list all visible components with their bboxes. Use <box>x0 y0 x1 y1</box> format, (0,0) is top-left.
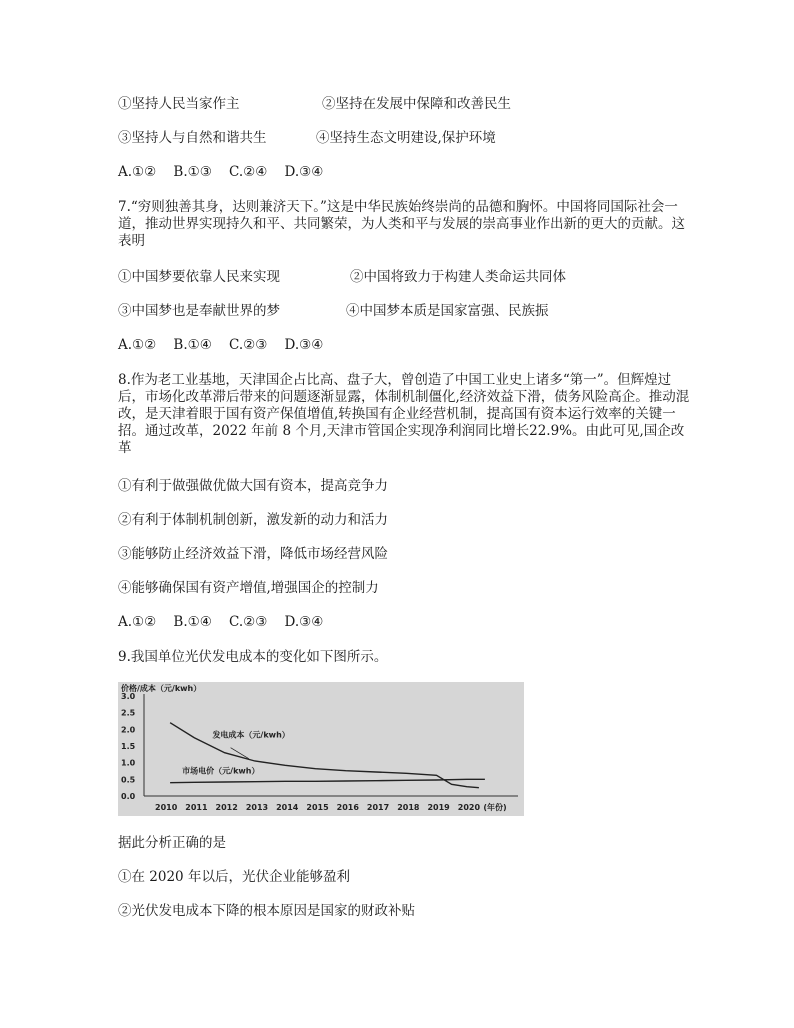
q6-option-2: ②坚持在发展中保障和改善民生 <box>322 96 511 112</box>
y-tick-label: 3.0 <box>121 692 136 701</box>
q9-prompt: 据此分析正确的是 <box>118 835 226 851</box>
pv-cost-chart-svg <box>118 682 524 816</box>
y-tick-label: 2.0 <box>121 725 136 735</box>
x-tick-label: 2015 <box>306 803 329 812</box>
q9-option-1: ①在 2020 年以后，光伏企业能够盈利 <box>118 869 350 885</box>
x-tick-label: 2016 <box>336 803 359 812</box>
cost-series-label: 发电成本（元/kwh） <box>212 730 290 740</box>
y-tick-label: 2.5 <box>121 708 136 718</box>
q6-answers: A.①② B.①③ C.②④ D.③④ <box>118 164 324 180</box>
q9-question: 9.我国单位光伏发电成本的变化如下图所示。 <box>118 649 388 665</box>
x-tick-label: 2011 <box>185 803 208 812</box>
x-tick-label: 2019 <box>427 803 450 812</box>
q6-option-1: ①坚持人民当家作主 <box>118 96 240 112</box>
price-series-line <box>170 779 485 782</box>
q8-option-2: ②有利于体制机制创新，激发新的动力和活力 <box>118 512 388 528</box>
q7-option-1: ①中国梦要依靠人民来实现 <box>118 269 280 285</box>
x-tick-label: 2018 <box>397 803 420 812</box>
q7-option-2: ②中国将致力于构建人类命运共同体 <box>350 269 566 285</box>
x-tick-label: 2017 <box>366 803 390 812</box>
x-tick-label: 2020 <box>457 803 481 812</box>
q9-option-2: ②光伏发电成本下降的根本原因是国家的财政补贴 <box>118 903 415 919</box>
x-tick-label: 2012 <box>215 803 238 812</box>
x-tick-label: 2010 <box>155 803 178 812</box>
y-axis-label: 价格/成本（元/kwh） <box>121 684 202 693</box>
y-tick-label: 0.0 <box>121 792 136 801</box>
q8-option-4: ④能够确保国有资产增值,增强国企的控制力 <box>118 580 379 596</box>
q7-question: 7.“穷则独善其身，达则兼济天下。”这是中华民族始终崇尚的品德和胸怀。中国将同国际社会一道，推动世界实现持久和平、共同繁荣，为人类和平与发展的崇高事业作出新的更大的贡献。这表明 <box>118 199 685 249</box>
q7-option-4: ④中国梦本质是国家富强、民族振 <box>346 303 549 319</box>
y-tick-label: 0.5 <box>121 775 136 785</box>
x-tick-label: 2014 <box>276 803 299 812</box>
q6-option-3: ③坚持人与自然和谐共生 <box>118 130 267 146</box>
price-series-label: 市场电价（元/kwh） <box>182 766 260 776</box>
y-tick-label: 1.5 <box>121 742 136 751</box>
q8-question: 8.作为老工业基地，天津国企占比高、盘子大，曾创造了中国工业史上诸多“第一”。但辉煌过后，市场化改革滞后带来的问题逐渐显露，体制机制僵化,经济效益下滑，债务风险高企。推动混改，是天津着眼于国有资产保值增值,转换国有企业经营机制，提高国有资本运行效率的关键一招。通过改革，2022 年前 8 个月,天津市管国企实现净利润同比增长22.9%。由此可见,国企改革 <box>118 372 690 456</box>
q8-option-3: ③能够防止经济效益下滑，降低市场经营风险 <box>118 546 388 562</box>
q7-option-3: ③中国梦也是奉献世界的梦 <box>118 303 280 319</box>
x-tick-label: 2013 <box>245 803 269 812</box>
y-tick-label: 1.0 <box>121 758 136 768</box>
q7-answers: A.①② B.①④ C.②③ D.③④ <box>118 337 324 353</box>
pv-cost-chart <box>118 682 524 816</box>
x-axis-unit: (年份) <box>483 803 507 812</box>
q8-answers: A.①② B.①④ C.②③ D.③④ <box>118 614 324 630</box>
q8-option-1: ①有利于做强做优做大国有资本，提高竞争力 <box>118 478 388 494</box>
q6-option-4: ④坚持生态文明建设,保护环境 <box>316 130 496 146</box>
